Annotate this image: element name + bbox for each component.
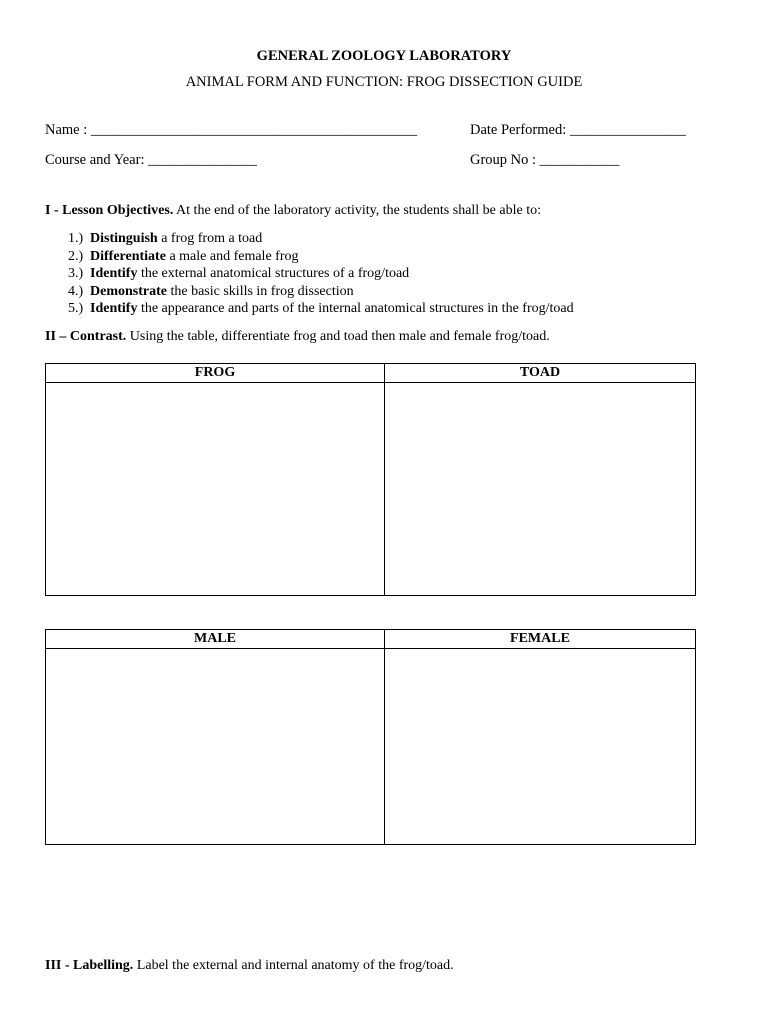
section-heading: II – Contrast. [45, 329, 127, 344]
list-item [68, 283, 574, 301]
objectives-list [68, 230, 574, 318]
list-item [68, 300, 574, 318]
male-answer-cell[interactable] [46, 649, 385, 845]
section-text: At the end of the laboratory activity, the students shall be able to: [173, 203, 541, 218]
objective-verb: Identify [90, 266, 138, 281]
section-lesson-objectives [45, 203, 541, 219]
objective-text: the basic skills in frog dissection [166, 283, 354, 299]
list-item [68, 248, 574, 266]
male-female-table [45, 629, 696, 845]
column-header-toad: TOAD [385, 364, 696, 383]
section-labelling [45, 958, 454, 974]
section-text: Using the table, differentiate frog and toad then male and female frog/toad. [126, 329, 550, 344]
column-header-female: FEMALE [385, 630, 696, 649]
course-year-field[interactable]: Course and Year: _______________ [45, 152, 257, 168]
objective-verb: Distinguish [90, 231, 158, 246]
document-subtitle: ANIMAL FORM AND FUNCTION: FROG DISSECTION GUIDE [185, 74, 583, 90]
list-item [68, 230, 574, 248]
document-title: GENERAL ZOOLOGY LABORATORY [256, 48, 512, 64]
column-header-frog: FROG [46, 364, 385, 383]
frog-toad-table [45, 363, 696, 596]
list-number: 5.) [68, 301, 84, 316]
objective-text: the external anatomical structures of a frog/toad [137, 266, 410, 281]
objective-text: a frog from a toad [157, 231, 263, 246]
list-number: 2.) [68, 248, 84, 264]
list-item [68, 265, 574, 283]
section-heading: III - Labelling. [45, 958, 134, 973]
section-contrast [45, 329, 550, 345]
list-number: 4.) [68, 283, 84, 299]
name-field[interactable]: Name : _____________________________________________ [45, 122, 418, 138]
column-header-male: MALE [46, 630, 385, 649]
objective-verb: Demonstrate [90, 283, 167, 299]
list-number: 1.) [68, 231, 84, 246]
female-answer-cell[interactable] [385, 649, 696, 845]
objective-text: a male and female frog [165, 248, 299, 264]
objective-text: the appearance and parts of the internal anatomical structures in the frog/toad [137, 301, 574, 316]
section-heading: I - Lesson Objectives. [45, 203, 174, 218]
list-number: 3.) [68, 266, 84, 281]
frog-answer-cell[interactable] [46, 383, 385, 596]
toad-answer-cell[interactable] [385, 383, 696, 596]
date-performed-field[interactable]: Date Performed: ________________ [470, 122, 686, 138]
section-text: Label the external and internal anatomy of the frog/toad. [133, 958, 454, 973]
objective-verb: Identify [90, 301, 138, 316]
objective-verb: Differentiate [90, 248, 166, 264]
group-no-field[interactable]: Group No : ___________ [470, 152, 620, 168]
